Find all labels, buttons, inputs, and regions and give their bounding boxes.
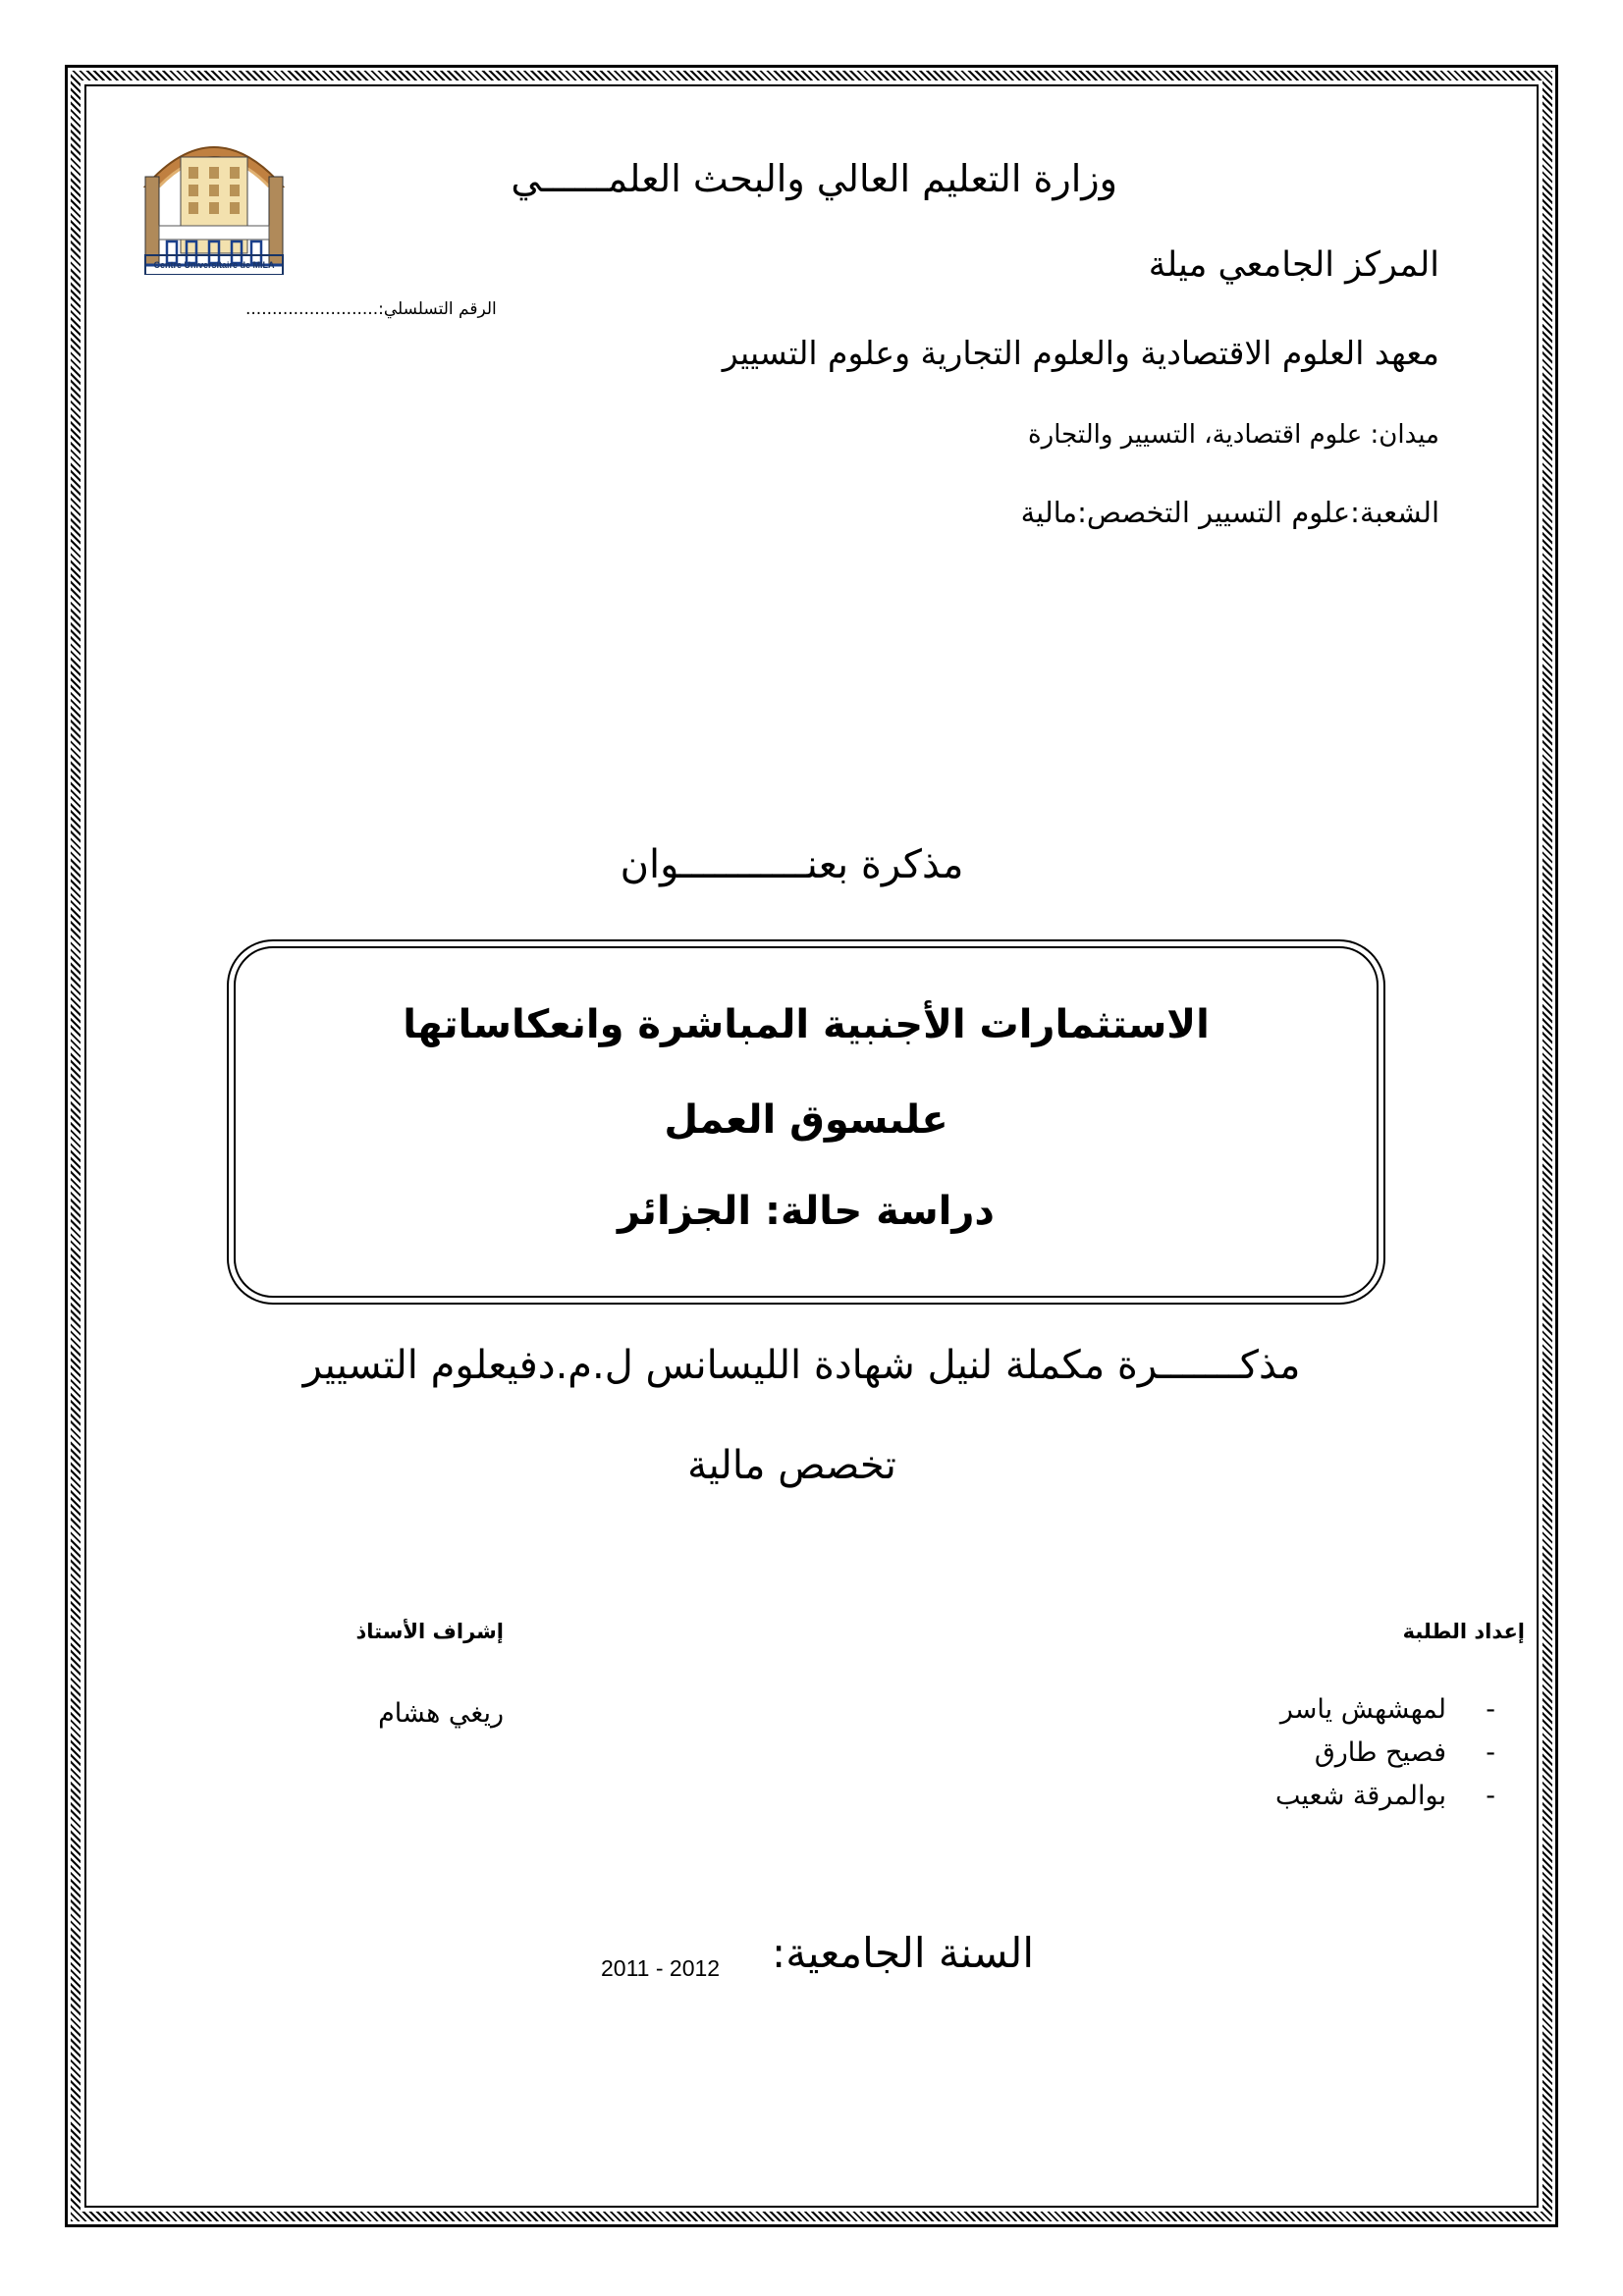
student-name: بوالمرقة شعيب	[1275, 1781, 1446, 1811]
student-name: فصيح طارق	[1314, 1737, 1446, 1768]
university-center-name: المركز الجامعي ميلة	[1148, 245, 1439, 285]
thesis-title-line-3: دراسة حالة: الجزائر	[618, 1189, 995, 1234]
thesis-title-line-1: الاستثمارات الأجنبية المباشرة وانعكاساتها	[403, 1002, 1210, 1047]
degree-statement: مذكـــــــرة مكملة لنيل شهادة الليسانس ل.م.دفيعلوم التسيير	[302, 1343, 1301, 1388]
academic-year-label: السنة الجامعية:	[772, 1929, 1034, 1977]
ministry-title: وزارة التعليم العالي والبحث العلمــــــي	[511, 157, 1117, 200]
list-dash: -	[1486, 1781, 1495, 1811]
memo-heading: مذكرة بعنـــــــــــوان	[620, 842, 964, 887]
supervisor-name: ريغي هشام	[378, 1698, 504, 1729]
branch-and-specialty: الشعبة:علوم التسيير التخصص:مالية	[1020, 496, 1439, 529]
student-item	[1275, 1775, 1495, 1818]
student-name: لمهشهش ياسر	[1279, 1694, 1446, 1725]
thesis-title-box	[234, 946, 1379, 1298]
student-item	[1275, 1688, 1495, 1732]
prepared-by-label: إعداد الطلبة	[1402, 1620, 1525, 1643]
academic-year-value: 2011 - 2012	[601, 1955, 721, 1981]
university-logo	[137, 118, 291, 275]
serial-number-field: الرقم التسلسلي:.........................	[245, 299, 497, 319]
student-list	[1275, 1688, 1495, 1818]
specialization-statement: تخصص مالية	[687, 1443, 896, 1488]
logo-caption: Centre Universitaire de MILA	[153, 260, 275, 270]
institute-name: معهد العلوم الاقتصادية والعلوم التجارية وعلوم التسيير	[722, 334, 1439, 372]
list-dash: -	[1486, 1694, 1495, 1725]
supervisor-label: إشراف الأستاذ	[355, 1620, 504, 1643]
field-of-study: ميدان: علوم اقتصادية، التسيير والتجارة	[1028, 420, 1439, 450]
list-dash: -	[1486, 1737, 1495, 1768]
student-item	[1275, 1732, 1495, 1775]
thesis-title-line-2: علىسوق العمل	[664, 1097, 948, 1143]
